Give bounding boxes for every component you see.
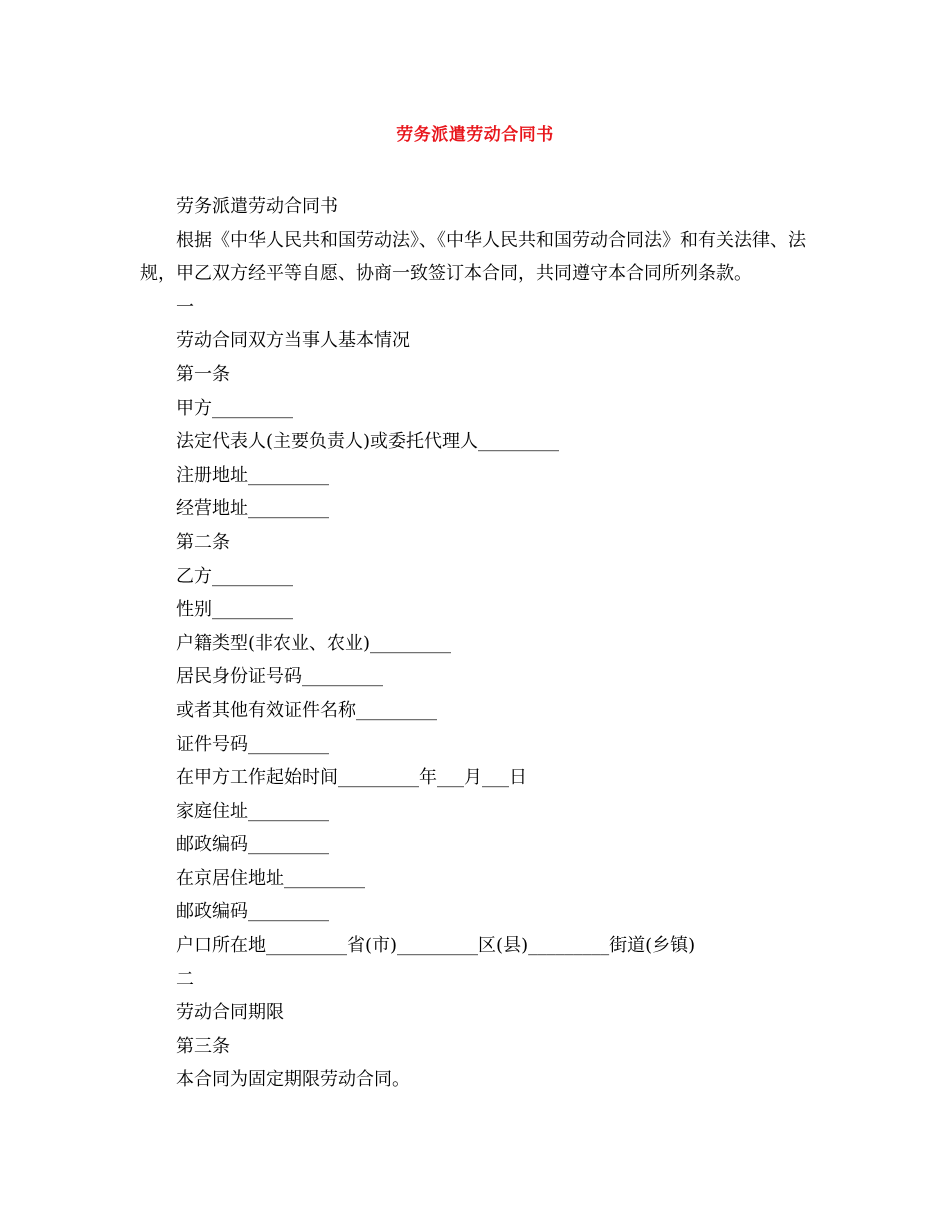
section-number-1: 一 (176, 296, 194, 318)
legal-representative-field: 法定代表人(主要负责人)或委托代理人_________ (176, 431, 560, 453)
preamble-paragraph: 根据《中华人民共和国劳动法》、《中华人民共和国劳动合同法》和有关法律、法规，甲乙双方经平等自愿、协商一致签订本合同，共同遵守本合同所列条款。 (140, 229, 806, 285)
beijing-address-field: 在京居住地址_________ (176, 867, 365, 889)
hukou-location-field: 户口所在地_________省(市)_________区(县)_________街道(乡镇) (176, 935, 696, 957)
subtitle-line: 劳务派遣劳动合同书 (176, 196, 338, 217)
home-address-field: 家庭住址_________ (176, 800, 329, 822)
document-body (140, 190, 820, 1097)
party-a-field: 甲方_________ (176, 397, 293, 419)
registered-address-field: 注册地址_________ (176, 464, 329, 486)
postal-code-field: 邮政编码_________ (176, 834, 329, 856)
section-heading-parties: 劳动合同双方当事人基本情况 (176, 330, 410, 352)
document-title: 劳务派遣劳动合同书 (396, 125, 554, 145)
fixed-term-statement: 本合同为固定期限劳动合同。 (176, 1069, 410, 1091)
gender-field: 性别_________ (176, 599, 293, 621)
start-date-field: 在甲方工作起始时间_________年___月___日 (176, 767, 527, 789)
postal-code-field-2: 邮政编码_________ (176, 901, 329, 923)
other-id-name-field: 或者其他有效证件名称_________ (176, 699, 437, 721)
id-number-field: 居民身份证号码_________ (176, 666, 383, 688)
household-type-field: 户籍类型(非农业、农业)_________ (176, 632, 452, 654)
party-b-field: 乙方_________ (176, 565, 293, 587)
section-heading-term: 劳动合同期限 (176, 1002, 284, 1024)
business-address-field: 经营地址_________ (176, 498, 329, 520)
article-3-heading: 第三条 (176, 1035, 230, 1057)
document-number-field: 证件号码_________ (176, 733, 329, 755)
article-1-heading: 第一条 (176, 363, 230, 385)
section-number-2: 二 (176, 968, 194, 990)
article-2-heading: 第二条 (176, 531, 230, 553)
